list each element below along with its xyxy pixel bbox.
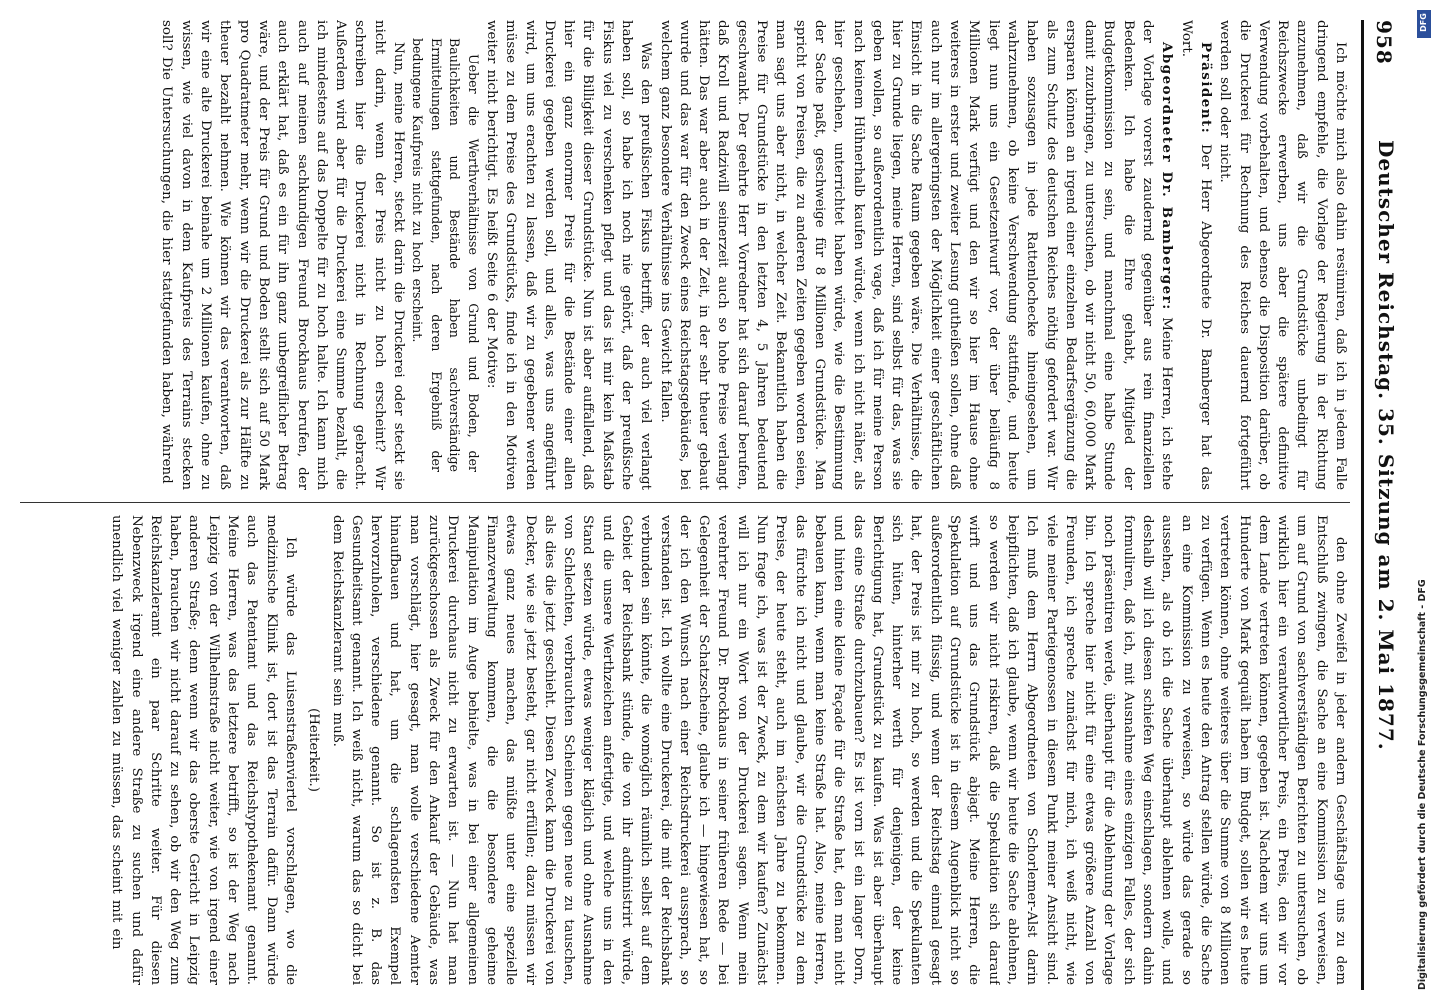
speaker-paragraph: [655, 20, 1176, 490]
running-head: Deutscher Reichstag. 35. Sitzung am 2. Mai 1877.: [1374, 140, 1398, 751]
left-text-column: [20, 20, 1350, 490]
paragraph: Nun, meine Herren, steckt darin die Druckerei oder steckt sie nicht darin, wenn der Preis nicht zu hoch erscheint? Wir schreiben hier die Druckerei nicht in Rechnung gebracht. Außerdem wird aber für die Druckerei eine Summe bezahlt, die ich mindestens auf das Doppelte für zu hoch halte. Ich kann mich auch auf meinen sachkundigen Freund Brockhaus berufen, der auch erklärt hat, daß es ein für ihn ganz unbegreiflicher Betrag wäre, und der Preis für Grund und Boden stellt sich auf 50 Mark pro Quadratmeter mehr, wenn wir die Druckerei als zur Hälfte zu theuer bezahlt nehmen. Wie können wir das verantworten, daß wir eine alte Druckerei beinahe um 2 Millionen kaufen, ohne zu wissen, wie viel davon in dem Kaufpreis des Terrains stecken soll? Die Untersuchungen, die hier stattgefunden haben, während: [159, 20, 407, 490]
speaker-paragraph: [1176, 20, 1215, 490]
speech-text: Meine Herren, ich stehe der Vorlage vorerst zaudernd gegenüber aus rein finanziellen Bedenken. Ich habe die Ehre gehabt, Mitglied der Budgetkommission zu sein, und manchmal eine halbe Stunde damit zuzubringen, zu untersuchen, ob wir nicht 50, 60,000 Mark ersparen können an irgend einer einzelnen Bedarfsergänzung die als zum Schutz des deutschen Reiches nöthig gefordert war. Wir haben sozusagen in jede Rattenlochecke hineingesehen, um wahrzunehmen, ob keine Verschwendung stattfinde, und heute liegt nun uns ein Gesetzentwurf vor, der über beiläufig 8 Millionen Mark verfügt und den wir so hier im Hause ohne weiteres in erster und zweiter Lesung gutheißen sollen, ohne daß auch nur im allergeringsten der Möglichkeit einer geschäftlichen Einsicht in die Sache Raum gegeben wäre. Die Verhältnisse, die hier zu Grunde liegen, meine Herren, sind selbst für das, was sie geben wollen, so außerordentlich vage, daß ich für meine Person nach keinem Hühnerhalb kaufen würde, wenn ich nicht näher, als hier geschehen, unterrichtet haben würde, wie die Bestimmung der Sache paßt, geschweige für 8 Millionen Grundstücke. Man spricht von Preisen, die zu anderen Zeiten gegeben worden seien, man sagt uns aber nicht, in welcher Zeit. Bekanntlich haben die Preise für Grundstücke in den letzten 4, 5 Jahren bedeutend geschwankt. Der geehrte Herr Vorredner hat sich darauf berufen, daß Kroll und Radziwill seinerzeit auch so hohe Preise verlangt hätten. Das war aber auch in der Zeit, in der sehr theuer gebaut wurde und das war für den Zweck eines Reichstagsgebäudes, bei welchem ganz besondere Verhältnisse ins Gewicht fallen.: [657, 20, 1175, 490]
column-divider: [20, 502, 1350, 503]
paragraph: Was den preußischen Fiskus betrifft, der auch viel verlangt haben soll, so habe ich noch nie gehört, daß der preußische Fiskus viel zu verschenken pflegt und das ist mir kein Maßstab für die Billigkeit dieser Grundstücke. Nun ist aber auffallend, daß hier ein ganz enormer Preis für die Bestände einer allen Druckerei gegeben werden soll, und alles, was uns angeführt wird, um uns erachten zu lassen, daß wir zu gegebener werden müsse zu dem Preise des Grundstücks, finde ich in den Motiven weiter nicht berichtigt. Es heißt Seite 6 der Motive:: [483, 20, 654, 490]
paragraph: den ohne Zweifel in jeder andern Geschäftslage uns zu dem Entschluß zwingen, die Sache an eine Kommission zu verweisen, um auf Grund von sachverständigen Berichten zu untersuchen, ob wirklich hier ein verantwortlicher Preis, ein Preis, den wir vor dem Lande vertreten können, gegeben ist. Nachdem wir uns um Hunderte von Mark gequält haben im Budget, sollen wir es heute vertreten können, ohne weiteres über die Summe von 8 Millionen zu verfügen. Wenn es heute den Antrag stellen würde, die Sache an eine Kommission zu verweisen, so würde das gerade so aussehen, als ob ich die Sache überhaupt ablehnen wolle, und deshalb will ich diesen schiefen Weg einschlagen, sondern dahin formuliren, daß ich, mit Ausnahme eines einzigen Falles, der sich noch präsentiren werde, überhaupt für die Ablehnung der Vorlage bin. Ich spreche hier nicht für eine etwas größere Anzahl von Freunden, ich spreche zunächst für mich, ich weiß nicht, wie viele meiner Parteigenossen in diesem Punkt meiner Ansicht sind. Ich muß dem Herrn Abgeordneten von Schorlemer-Alst darin beipflichten, daß ich glaube, wenn wir heute die Sache ablehnen, so werden wir nicht riskiren, daß die Spekulation sich darauf wirft und uns das Grundstück abjagt. Meine Herren, die Spekulation auf Grundstücke ist in diesem Augenblick nicht so außerordentlich flüssig, und wenn der Reichstag einmal gesagt hat, der Preis ist mir zu hoch, so werden und die Spekulanten sich hüten, hinterher werth für denjenigen, der keine Berichtigung hat, Grundstück zu kaufen. Was ist aber überhaupt das eine Straße durchzubauen? Es ist vorn ist ein langer Dorn, und hinten eine kleine Façade für die Straße hat, den man nicht bebauen kann, wenn man keine Straße hat. Also, meine Herren, das fürchte ich nicht und glaube, wir die Grundstücke zu dem Preise, der heute steht, auch im nächsten Jahre zu bekommen. Nun frage ich, was ist der Zweck, zu dem wir kaufen? Zunächst will ich nur ein Wort von der Druckerei sagen. Wenn mein verehrter Freund Dr. Brockhaus in seiner früheren Rede — bei Gelegenheit der Schatzscheine, glaube ich — hingewiesen hat, so der ich den Wunsch nach einer Reichsdruckerei aussprach, so verstanden ist. Ich wollte eine Druckerei, die mit der Reichsbank verbunden sein könnte, die womöglich räumlich selbst auf dem Gebiet der Reichsbank stünde, die von ihr administrirt würde, und die unsere Werthzeichen anfertigte, und welche uns in den Stand setzen würde, etwas weniger kläglich und ohne Ausnahme von Schlechten, verbrauchten Scheinen gegen neue zu tauschen, als dies die jetzt geschieht. Diesen Zweck kann die Druckerei von Decker, wie sie jetzt besteht, gar nicht erfüllen; dazu müssen wir etwas ganz neues machen, das müßte unter eine spezielle Finanzverwaltung kommen, die die besondere geheime Manipulation im Auge behielte, was in bei einer allgemeinen Druckerei durchaus nicht zu erwarten ist. — Nun hat man zurückgeschossen als Zweck für den Ankauf der Gebäude, was man vorschlägt, hier gesagt, man wolle verschiedene Aemter hinaufbauen und hat, um die schlagendsten Exempel hervorzuholen, verschiedene genannt. So ist z. B. das Gesundheitsamt genannt. Ich weiß nicht, warum das so dicht bei dem Reichskanzleramt sein muß.: [329, 515, 1348, 985]
quoted-passage: Ueber die Werthverhältnisse von Grund und Boden, der Baulichkeiten und Bestände haben sachverständige Ermittelungen stattgefunden, nach deren Ergebniß der bedungene Kaufpreis nicht zu hoch erscheint.: [410, 38, 481, 472]
digitization-credit: [1417, 10, 1431, 990]
dfg-logo-text: DFG: [1418, 13, 1428, 32]
interjection: (Heiterkeit.): [306, 708, 322, 792]
page-header: [1361, 20, 1402, 990]
speech-text: Der Herr Abgeordnete Dr. Bamberger hat das Wort.: [1178, 20, 1213, 490]
right-text-column: [20, 515, 1350, 985]
dfg-logo: [1417, 10, 1431, 38]
paragraph: Ich würde das Luisenstraßenviertel vorschlagen, wo die medizinische Klinik ist, dort ist das Terrain dafür. Dann würde auch das Patentamt und das Reichshypothekenamt genannt. Meine Herren, was das letztere betrifft, so ist der Weg nach Leipzig von der Wilhelmstraße nicht weiter, wie von irgend einer anderen Straße; denn wenn wir das oberste Gericht in Leipzig haben, brauchen wir nicht darauf zu sehen, ob wir den Weg zum Reichskanzleramt ein paar Schritte weiter. Für diesen Nebenzweck irgend eine andere Straße zu suchen und dafür unendlich viel weniger zahlen zu müssen, das scheint mit ein: [109, 515, 298, 985]
speaker-name: Abgeordneter Dr. Bamberger:: [1159, 42, 1176, 311]
speaker-name: Präsident:: [1197, 42, 1214, 135]
page-number: 958: [1372, 20, 1396, 65]
credit-text: Digitalisierung gefördert durch die Deutsche Forschungsgemeinschaft - DFG: [1417, 579, 1428, 990]
paragraph: Ich möchte mich also dahin resümiren, daß ich in jedem Falle dringend empfehle, die Vorlage der Regierung in der Richtung anzunehmen, daß wir die Grundstücke unbedingt für Reichszwecke erwerben, uns aber die spätere definitive Verwendung vorbehalten, und ebenso die Disposition darüber, ob die Druckerei für Rechnung des Reiches dauernd fortgeführt werden soll oder nicht.: [1217, 20, 1348, 490]
